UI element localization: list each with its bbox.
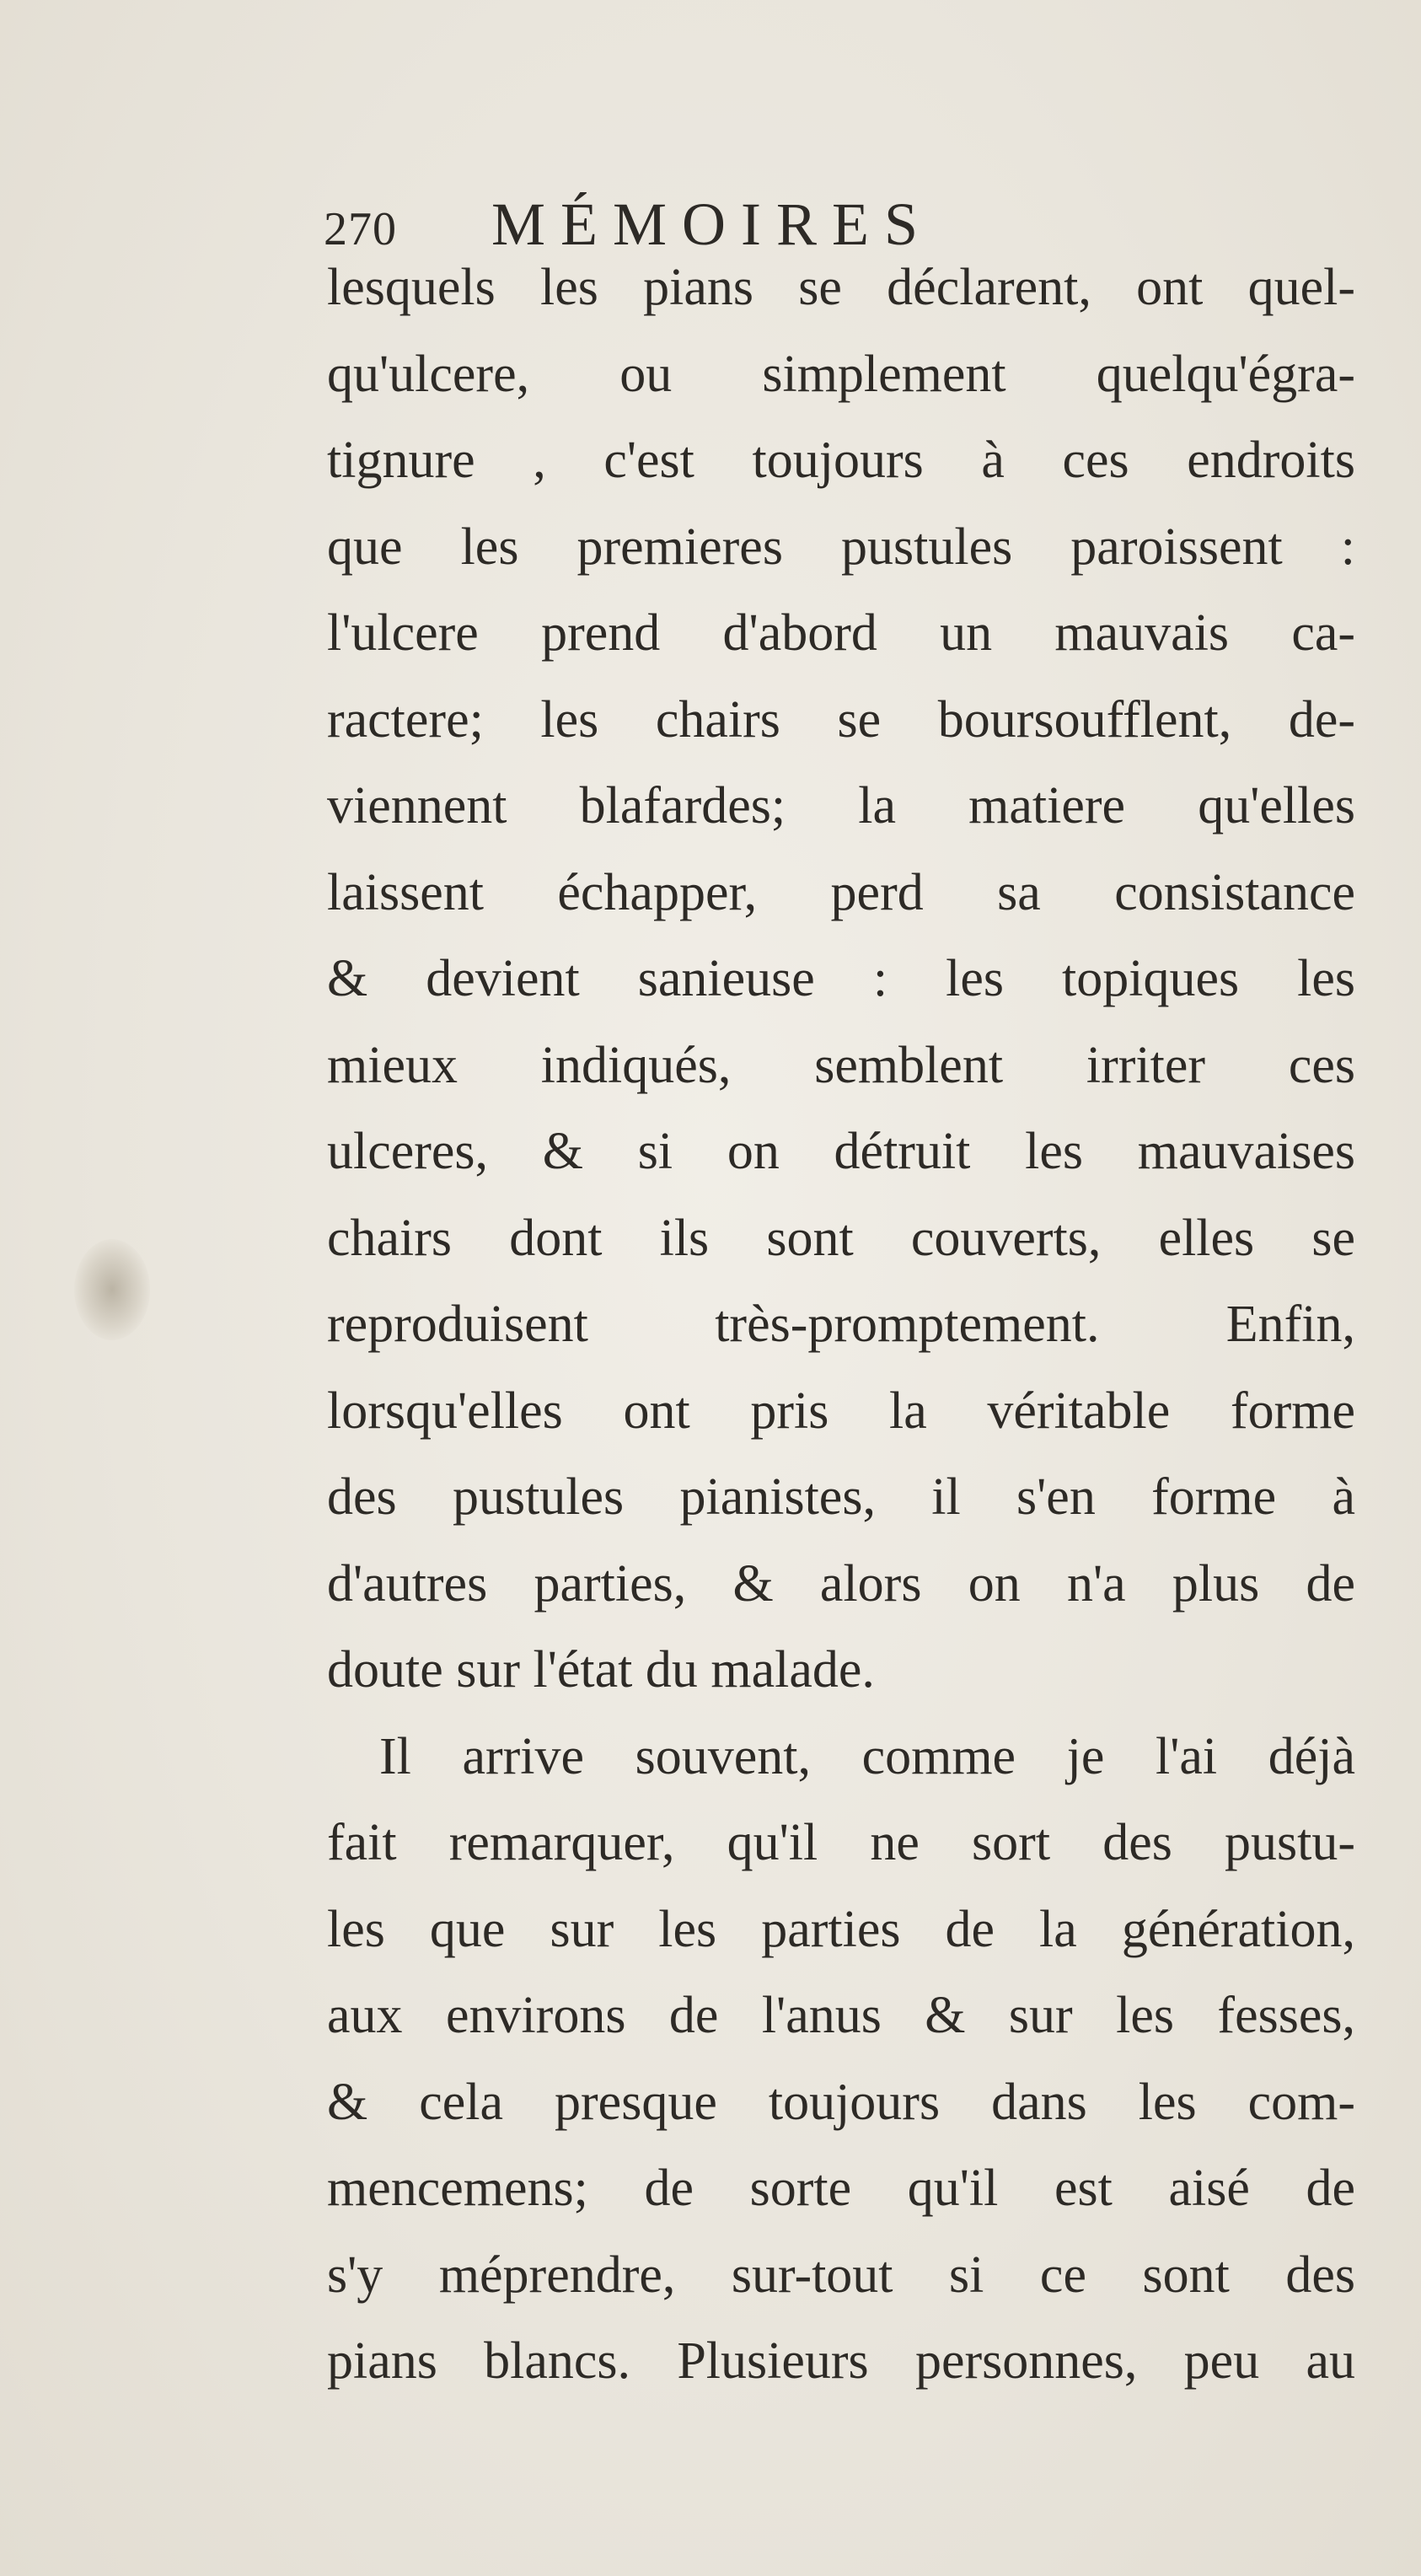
text-line: reproduisent très-promptement. Enfin, xyxy=(327,1296,1355,1353)
text-line: qu'ulcere, ou simplement quelqu'égra- xyxy=(327,345,1355,403)
paragraph-end-line: doute sur l'état du malade. xyxy=(327,1641,875,1699)
text-line: les que sur les parties de la génération, xyxy=(327,1900,1355,1958)
text-line: & cela presque toujours dans les com- xyxy=(327,2073,1355,2131)
text-line: ractere; les chairs se boursoufflent, de- xyxy=(327,690,1355,749)
paper-stain xyxy=(74,1239,150,1340)
text-line: s'y méprendre, sur-tout si ce sont des xyxy=(327,2246,1355,2304)
text-line: des pustules pianistes, il s'en forme à xyxy=(327,1468,1355,1526)
text-line: pians blancs. Plusieurs personnes, peu au xyxy=(327,2332,1355,2390)
text-line: l'ulcere prend d'abord un mauvais ca- xyxy=(327,604,1355,662)
text-line: tignure , c'est toujours à ces endroits xyxy=(327,432,1355,489)
running-title: MÉMOIRES xyxy=(491,191,934,258)
text-line: & devient sanieuse : les topiques les xyxy=(327,950,1355,1007)
text-line: mencemens; de sorte qu'il est aisé de xyxy=(327,2160,1355,2217)
paragraph-start-line: Il arrive souvent, comme je l'ai déjà xyxy=(379,1727,1355,1785)
page-number: 270 xyxy=(324,203,397,255)
text-line: mieux indiqués, semblent irriter ces xyxy=(327,1036,1355,1094)
text-line: ulceres, & si on détruit les mauvaises xyxy=(327,1123,1355,1180)
text-line: viennent blafardes; la matiere qu'elles xyxy=(327,777,1355,835)
text-line: lesquels les pians se déclarent, ont quel- xyxy=(327,259,1355,316)
text-line: que les premieres pustules paroissent : xyxy=(327,518,1355,576)
text-line: lorsqu'elles ont pris la véritable forme xyxy=(327,1382,1355,1440)
text-line: laissent échapper, perd sa consistance xyxy=(327,863,1355,921)
body-text xyxy=(327,244,1355,2405)
text-line: fait remarquer, qu'il ne sort des pustu- xyxy=(327,1814,1355,1871)
text-line: aux environs de l'anus & sur les fesses, xyxy=(327,1987,1355,2044)
text-line: d'autres parties, & alors on n'a plus de xyxy=(327,1554,1355,1613)
text-line: chairs dont ils sont couverts, elles se xyxy=(327,1209,1355,1267)
